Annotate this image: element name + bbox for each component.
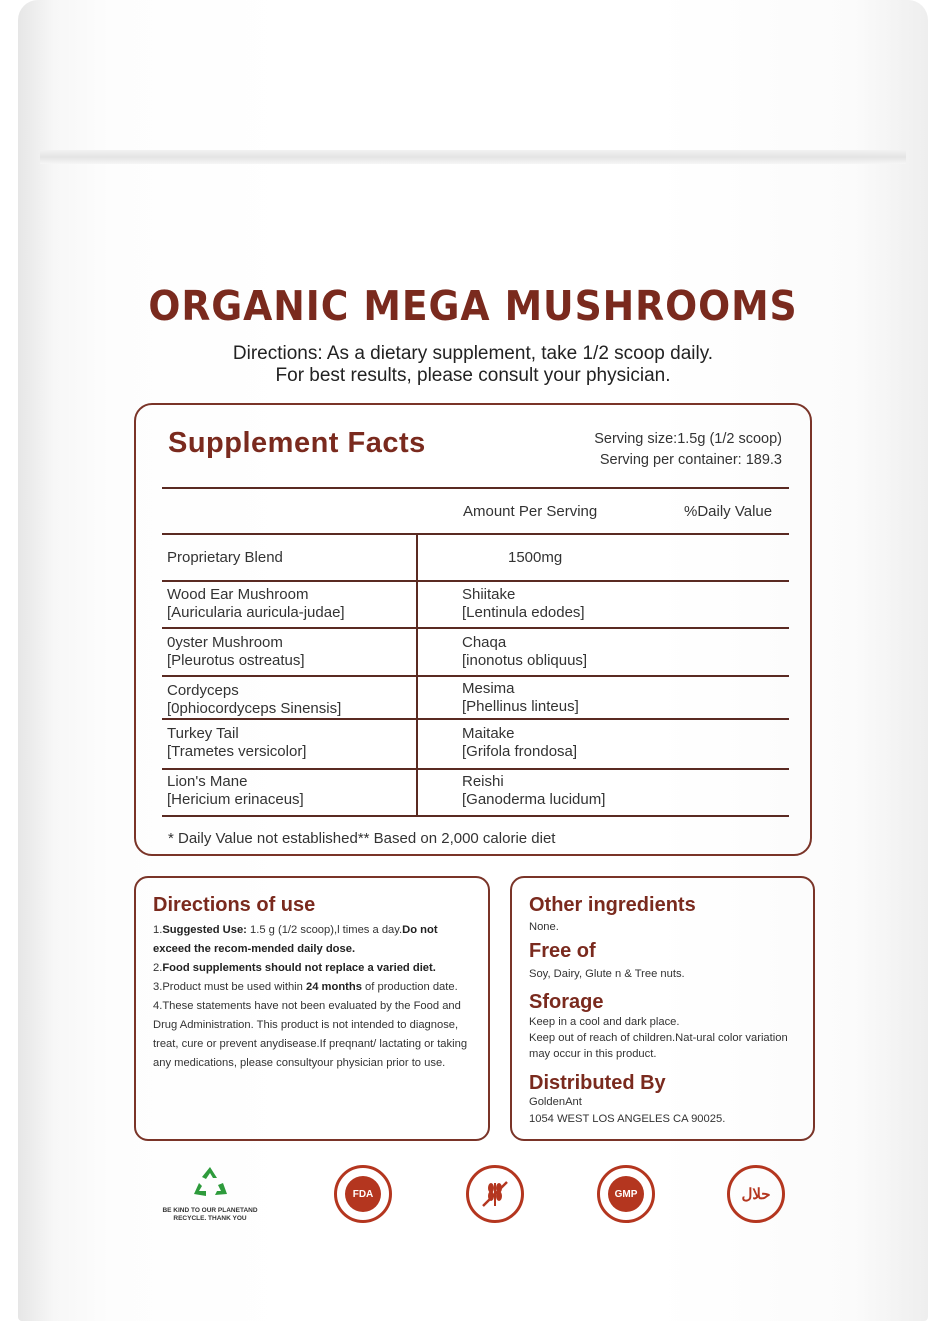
ingredient-right: Shiitake [Lentinula edodes] xyxy=(462,586,585,621)
divider xyxy=(162,815,789,817)
zip-seal xyxy=(40,150,906,164)
fda-icon: FDA xyxy=(334,1165,392,1223)
use-item-1: 1.Suggested Use: 1.5 g (1/2 scoop),l times a day.Do not exceed the recom-mended daily dose. xyxy=(153,924,438,955)
ingredient-right: Chaqa [inonotus obliquus] xyxy=(462,634,588,669)
ingredients-heading: Other ingredients xyxy=(529,894,696,916)
recycle-line-1: BE KIND TO OUR PLANETAND xyxy=(162,1207,258,1214)
use-item-2: 2.Food supplements should not replace a varied diet. xyxy=(153,962,436,974)
ingredient-right: Maitake [Grifola frondosa] xyxy=(462,725,578,760)
col-amount-header: Amount Per Serving xyxy=(463,503,598,520)
halal-icon: حلال xyxy=(727,1165,785,1223)
free-of-heading: Free of xyxy=(529,940,596,962)
divider xyxy=(162,580,789,582)
facts-footnote: * Daily Value not established** Based on 2,000 calorie diet xyxy=(168,830,556,847)
storage-text: Keep in a cool and dark place. Keep out of reach of children.Nat-ural color variation may occur in this product. xyxy=(529,1016,788,1060)
gluten-free-icon xyxy=(466,1165,524,1223)
supplement-facts-panel xyxy=(134,403,812,856)
blend-label: Proprietary Blend xyxy=(167,549,283,566)
divider xyxy=(162,768,789,770)
distributor-info: GoldenAnt 1054 WEST LOS ANGELES CA 90025. xyxy=(529,1096,726,1125)
use-heading: Directions of use xyxy=(153,894,316,916)
ingredient-right: Mesima [Phellinus linteus] xyxy=(462,680,579,715)
divider xyxy=(162,718,789,720)
use-item-4: 4.These statements have not been evaluated by the Food and Drug Administration. This product is not intended to diagnose, treat, cure or prevent anydisease.If preqnant/ lactating or taking any medications, please consultyour physician prior to use. xyxy=(153,1000,468,1069)
ingredients-text: None. xyxy=(529,921,559,933)
col-dv-header: %Daily Value xyxy=(684,503,773,520)
serving-info xyxy=(594,429,782,471)
ingredient-left: 0yster Mushroom [Pleurotus ostreatus] xyxy=(167,634,305,669)
facts-heading: Supplement Facts xyxy=(168,427,426,459)
free-of-text: Soy, Dairy, Glute n & Tree nuts. xyxy=(529,968,685,980)
ingredient-left: Cordyceps [0phiocordyceps Sinensis] xyxy=(167,682,342,717)
directions-line-1: Directions: As a dietary supplement, take 1/2 scoop daily. xyxy=(232,343,714,364)
distributed-heading: Distributed By xyxy=(529,1072,666,1094)
recycle-line-2: RECYCLE. THANK YOU xyxy=(173,1215,247,1222)
storage-heading: Sforage xyxy=(529,991,604,1013)
divider xyxy=(162,627,789,629)
gmp-icon: GMP xyxy=(597,1165,655,1223)
directions-text xyxy=(0,343,946,387)
use-body xyxy=(153,921,471,1073)
divider xyxy=(162,533,789,535)
serving-size: Serving size:1.5g (1/2 scoop) xyxy=(594,431,782,447)
divider xyxy=(162,675,789,677)
recycle-icon xyxy=(190,1164,230,1202)
ingredient-left: Wood Ear Mushroom [Auricularia auricula-judae] xyxy=(167,586,345,621)
ingredient-left: Lion's Mane [Hericium erinaceus] xyxy=(167,773,304,808)
serving-per-container: Serving per container: 189.3 xyxy=(599,452,782,468)
ingredient-left: Turkey Tail [Trametes versicolor] xyxy=(167,725,307,760)
other-info-box xyxy=(510,876,815,1141)
directions-of-use-box xyxy=(134,876,490,1141)
ingredient-right: Reishi [Ganoderma lucidum] xyxy=(462,773,606,808)
use-item-3: 3.Product must be used within 24 months of production date. xyxy=(153,981,458,993)
blend-amount: 1500mg xyxy=(508,549,563,566)
divider xyxy=(162,487,789,489)
directions-line-2: For best results, please consult your physician. xyxy=(275,365,671,386)
recycle-badge xyxy=(150,1164,270,1223)
wheat-icon xyxy=(478,1177,512,1211)
product-title: ORGANIC MEGA MUSHROOMS xyxy=(148,282,798,330)
